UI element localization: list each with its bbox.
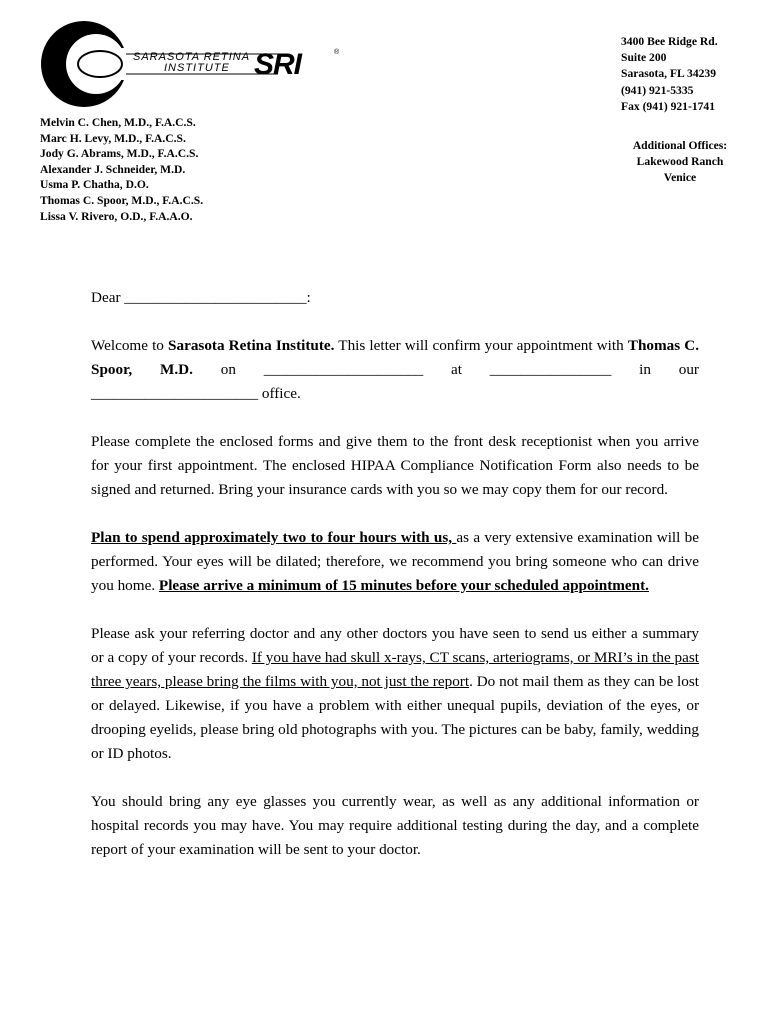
- welcome-text-e: on _____________________ at ________________ in our ______________________ office.: [91, 361, 699, 402]
- offices-heading: Additional Offices:: [632, 139, 728, 152]
- office-lakewood-ranch: Lakewood Ranch: [636, 155, 724, 169]
- doctor-name: Thomas C. Spoor, M.D., F.A.C.S.: [40, 193, 204, 207]
- letter-body: [91, 286, 699, 862]
- glasses-paragraph: You should bring any eye glasses you currently wear, as well as any additional information or hospital records you may have. You may require additional testing during the day, and a complete report of your examination will be sent to your doctor.: [91, 793, 699, 858]
- logo-registered: ®: [334, 49, 340, 56]
- welcome-text-a: Welcome to: [91, 337, 169, 354]
- doctor-name: Alexander J. Schneider, M.D.: [40, 162, 186, 176]
- logo-mark: [38, 18, 348, 110]
- films-instruction: If you have had skull x-rays, CT scans, arteriograms, or MRI’s in the past three years, please bring the films with you, not just the report: [91, 649, 699, 690]
- logo-sri-mark: SRI: [254, 48, 302, 81]
- plan-body-text: as a very extensive examination will be performed. Your eyes will be dilated; therefore, we recommend you bring someone who can drive you home.: [91, 529, 700, 594]
- doctor-name: Usma P. Chatha, D.O.: [40, 178, 149, 192]
- additional-offices: [605, 138, 755, 187]
- doctor-name: Lissa V. Rivero, O.D., F.A.A.O.: [40, 209, 193, 223]
- address-street: 3400 Bee Ridge Rd.: [621, 35, 718, 48]
- address-suite: Suite 200: [621, 51, 667, 65]
- logo-line1: SARASOTA RETINA: [133, 51, 251, 63]
- doctor-name-bold: Thomas C. Spoor, M.D.: [91, 337, 700, 378]
- records-paragraph: [91, 622, 699, 766]
- logo-line2: INSTITUTE: [164, 62, 230, 74]
- doctor-name: Marc H. Levy, M.D., F.A.C.S.: [40, 131, 186, 145]
- salutation: Dear ________________________:: [91, 289, 311, 306]
- address-phone: (941) 921-5335: [621, 83, 694, 97]
- doctor-list: [40, 115, 300, 224]
- institute-name: Sarasota Retina Institute.: [168, 337, 335, 354]
- welcome-paragraph: [91, 334, 699, 406]
- office-address: [621, 34, 761, 115]
- doctor-name: Jody G. Abrams, M.D., F.A.C.S.: [40, 147, 199, 161]
- records-text-c: . Do not mail them as they can be lost or delayed. Likewise, if you have a problem with either unequal pupils, deviation of the eyes, or drooping eyelids, please bring old photographs with you. The pictures can be baby, family, wedding or ID photos.: [91, 673, 699, 762]
- plan-duration-text: Plan to spend approximately two to four hours with us,: [91, 529, 457, 546]
- doctor-name: Melvin C. Chen, M.D., F.A.C.S.: [40, 116, 196, 129]
- plan-paragraph: [91, 526, 699, 598]
- records-text-a: Please ask your referring doctor and any other doctors you have seen to send us either a summary or a copy of your records.: [91, 625, 699, 666]
- address-fax: Fax (941) 921-1741: [621, 99, 716, 113]
- office-venice: Venice: [663, 171, 697, 185]
- forms-paragraph: Please complete the enclosed forms and give them to the front desk receptionist when you arrive for your first appointment. The enclosed HIPAA Compliance Notification Form also needs to be signed and returned. Bring your insurance cards with you so we may copy them for our record.: [91, 433, 699, 498]
- address-city: Sarasota, FL 34239: [621, 67, 717, 81]
- arrive-early-text: Please arrive a minimum of 15 minutes before your scheduled appointment.: [158, 577, 649, 594]
- welcome-text-c: This letter will confirm your appointment with: [334, 337, 628, 354]
- sarasota-retina-institute-logo: [38, 18, 348, 110]
